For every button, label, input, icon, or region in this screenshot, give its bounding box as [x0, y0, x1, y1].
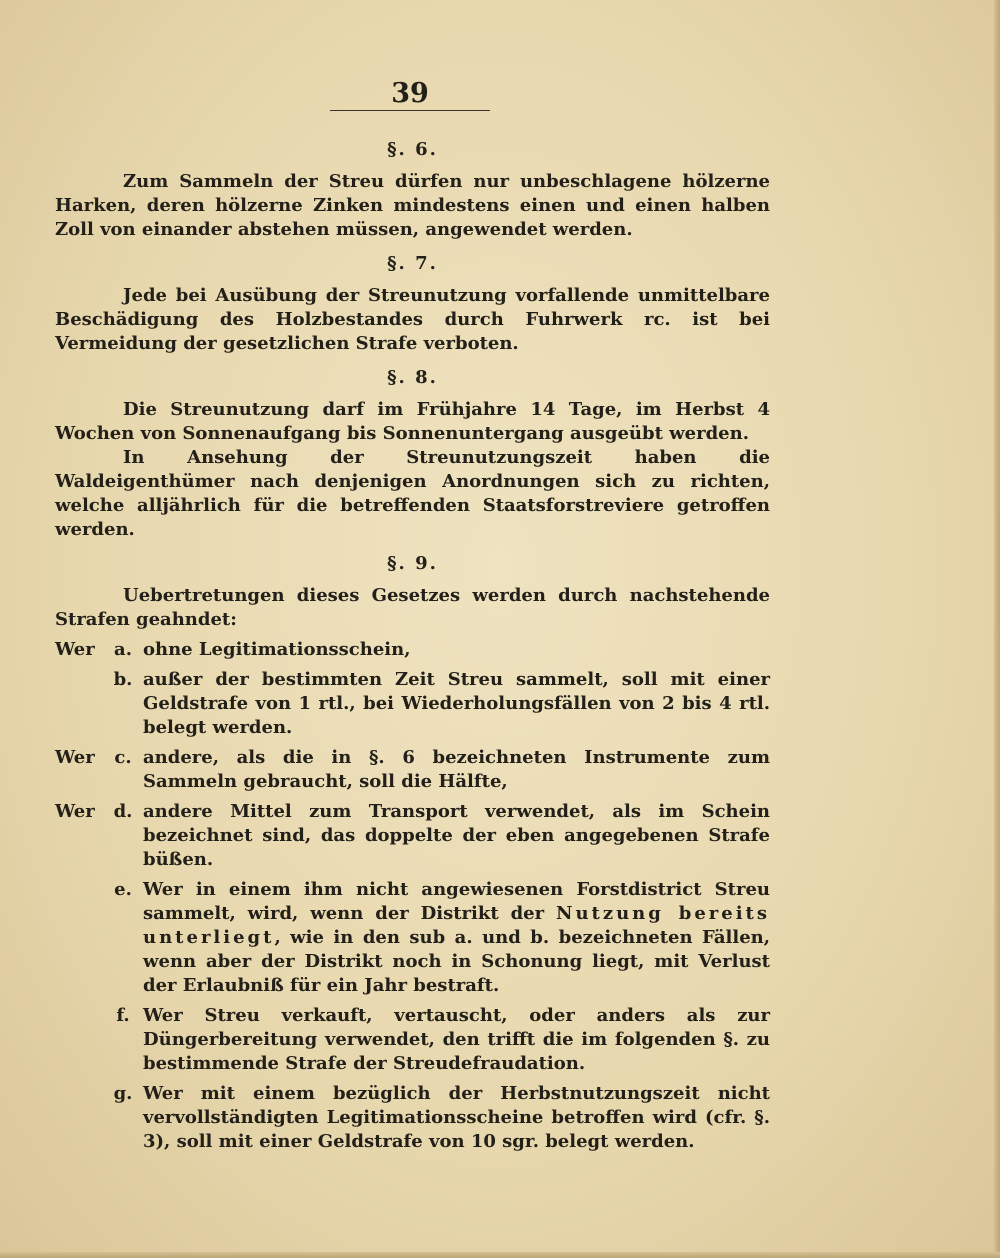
section-heading-9: §. 9. [387, 553, 438, 574]
item-lead [55, 878, 103, 998]
item-letter: e. [114, 879, 132, 900]
list-item [55, 638, 770, 662]
page-number: 39 [391, 78, 429, 109]
section-7-paragraph: Jede bei Ausübung der Streunutzung vorfallende unmittelbare Beschädigung des Holzbestandes durch Fuhrwerk rc. ist bei Vermeidung der gesetzlichen Strafe verboten. [55, 285, 770, 354]
item-lead: Wer [55, 639, 95, 660]
item-lead [55, 1004, 103, 1076]
list-item [55, 800, 770, 872]
item-text [143, 878, 770, 998]
item-text: andere, als die in §. 6 bezeichneten Instrumente zum Sammeln gebraucht, soll die Hälfte, [143, 747, 770, 792]
list-item [55, 668, 770, 740]
item-text-after: , wie in den sub a. und b. bezeichneten Fällen, wenn aber der Distrikt noch in Schonung liegt, mit Verlust der Erlaubniß für ein Jahr bestraft. [143, 927, 770, 996]
page-edge-bottom [0, 1252, 1000, 1258]
section-6-paragraph: Zum Sammeln der Streu dürfen nur unbeschlagene hölzerne Harken, deren hölzerne Zinken mindestens einen und einen halben Zoll von einander abstehen müssen, angewendet werden. [55, 171, 770, 240]
section-8-paragraph-1: Die Streunutzung darf im Frühjahre 14 Tage, im Herbst 4 Wochen von Sonnenaufgang bis Sonnenuntergang ausgeübt werden. [55, 399, 770, 444]
item-text-spaced: Nutzung bereits unterliegt [143, 903, 770, 948]
list-item [55, 1082, 770, 1154]
item-text: ohne Legitimationsschein, [143, 639, 411, 660]
item-lead [55, 668, 103, 740]
item-text: außer der bestimmten Zeit Streu sammelt, soll mit einer Geldstrafe von 1 rtl., bei Wiederholungsfällen von 2 bis 4 rtl. belegt werden. [143, 669, 770, 738]
item-lead: Wer [55, 747, 95, 768]
item-lead: Wer [55, 801, 95, 822]
section-heading-8: §. 8. [387, 367, 438, 388]
item-letter: d. [113, 801, 133, 822]
list-item [55, 878, 770, 998]
section-heading-7: §. 7. [387, 253, 438, 274]
item-lead [55, 1082, 103, 1154]
page-number-rule [330, 110, 490, 111]
list-item [55, 1004, 770, 1076]
section-9-intro: Uebertretungen dieses Gesetzes werden durch nachstehende Strafen geahndet: [55, 585, 770, 630]
item-letter: f. [116, 1005, 130, 1026]
section-heading-6: §. 6. [387, 139, 438, 160]
item-text: andere Mittel zum Transport verwendet, als im Schein bezeichnet sind, das doppelte der eben angegebenen Strafe büßen. [143, 801, 770, 870]
item-text-before: Wer in einem ihm nicht angewiesenen Forstdistrict Streu sammelt, wird, wenn der Distrikt der [143, 879, 770, 924]
item-letter: b. [113, 669, 133, 690]
item-letter: g. [113, 1083, 133, 1104]
item-letter: a. [114, 639, 132, 660]
list-item [55, 746, 770, 794]
item-text: Wer mit einem bezüglich der Herbstnutzungszeit nicht vervollständigten Legitimationsscheine betroffen wird (cfr. §. 3), soll mit einer Geldstrafe von 10 sgr. belegt werden. [143, 1083, 770, 1152]
page-content [55, 128, 770, 1160]
section-8-paragraph-2: In Ansehung der Streunutzungszeit haben die Waldeigenthümer nach denjenigen Anordnungen sich zu richten, welche alljährlich für die betreffenden Staatsforstreviere getroffen werden. [55, 447, 770, 540]
page-edge-right [994, 0, 1000, 1258]
item-letter: c. [114, 747, 132, 768]
item-text: Wer Streu verkauft, vertauscht, oder anders als zur Düngerbereitung verwendet, den trifft die im folgenden §. zu bestimmende Strafe der Streudefraudation. [143, 1005, 770, 1074]
